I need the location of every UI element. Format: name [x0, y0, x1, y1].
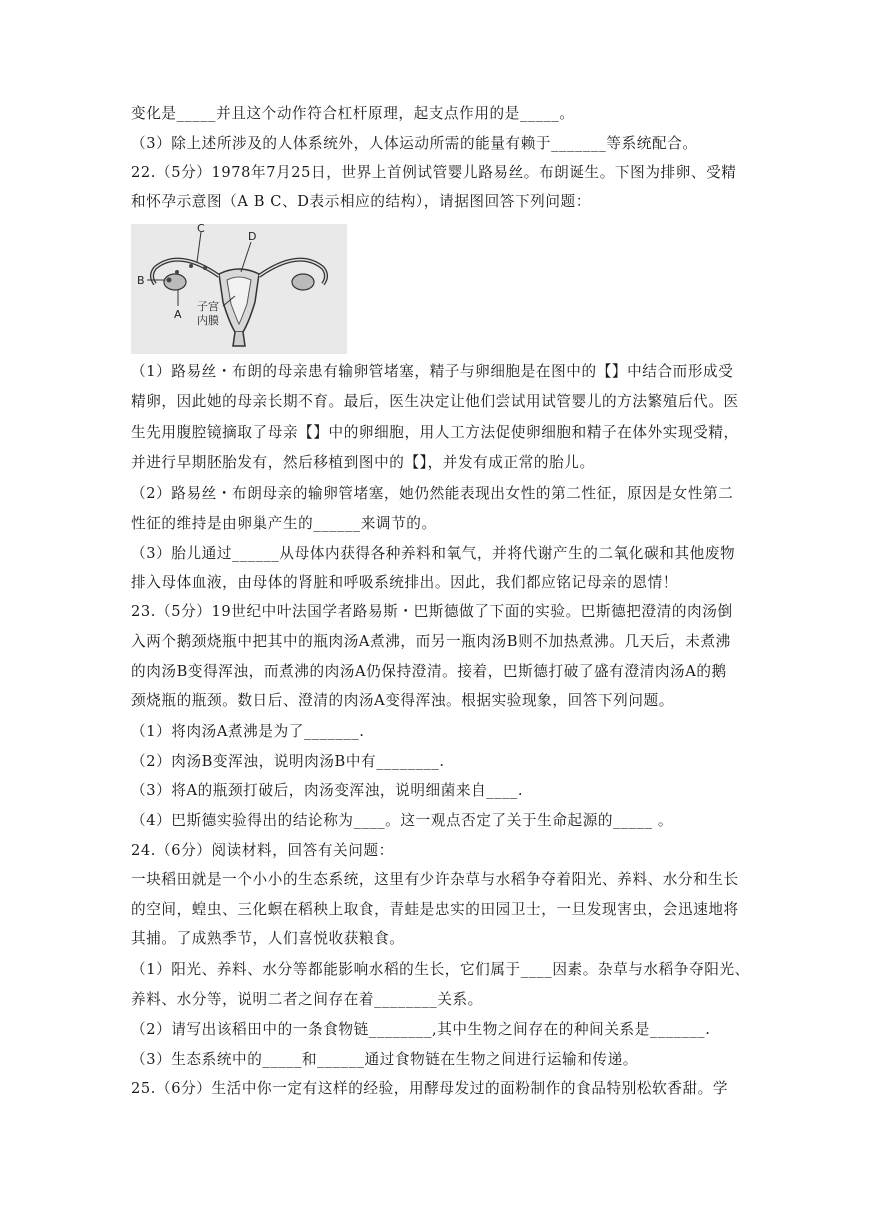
- text-line: （3）胎儿通过______从母体内获得各种养料和氧气，并将代谢产生的二氧化碳和其他废物: [131, 545, 736, 562]
- text-line: 性征的维持是由卵巢产生的______来调节的。: [131, 515, 437, 532]
- female-reproductive-system-diagram: [131, 224, 347, 354]
- text-line: 并进行早期胚胎发有，然后移植到图中的【】，并发有成正常的胎儿。: [131, 454, 595, 471]
- text-line: （2）请写出该稻田中的一条食物链________,其中生物之间存在的种间关系是_______.: [131, 1021, 711, 1038]
- text-line: （1）阳光、养料、水分等都能影响水稻的生长，它们属于____因素。杂草与水稻争夺阳光、: [131, 961, 750, 978]
- text-line: 其捕。了成熟季节，人们喜悦收获粮食。: [131, 930, 405, 947]
- text-line: 排入母体血液，由母体的肾脏和呼吸系统排出。因此，我们都应铭记母亲的恩情！: [131, 574, 678, 591]
- figure-label-endometrium: 子宫: [197, 300, 219, 313]
- text-line: （3）除上述所涉及的人体系统外，人体运动所需的能量有赖于_______等系统配合。: [131, 135, 698, 152]
- text-line: （2）肉汤B变浑浊，说明肉汤B中有________.: [131, 753, 445, 770]
- text-line: 颈烧瓶的瓶颈。数日后、澄清的肉汤A变得浑浊。根据实验现象，回答下列问题。: [131, 692, 674, 709]
- question-22-heading: 22.（5分）1978年7月25日，世界上首例试管婴儿路易丝。布朗诞生。下图为排卵、受精: [131, 164, 737, 181]
- text-line: （3）将A的瓶颈打破后，肉汤变浑浊，说明细菌来自____.: [131, 782, 524, 799]
- text-line: 养料、水分等，说明二者之间存在着________关系。: [131, 991, 483, 1008]
- text-line: （4）巴斯德实验得出的结论称为____。这一观点否定了关于生命起源的_____ 。: [131, 812, 674, 829]
- text-line: 生先用腹腔镜摘取了母亲【】中的卵细胞，用人工方法促使卵细胞和精子在体外实现受精，: [131, 424, 739, 441]
- text-line: （1）路易丝・布朗的母亲患有输卵管堵塞，精子与卵细胞是在图中的【】中结合而形成受: [131, 363, 734, 380]
- text-line: （2）路易丝・布朗母亲的输卵管堵塞，她仍然能表现出女性的第二性征，原因是女性第二: [131, 485, 734, 502]
- question-23-heading: 23.（5分）19世纪中叶法国学者路易斯・巴斯德做了下面的实验。巴斯德把澄清的肉汤倒: [131, 603, 733, 620]
- text-line: 一块稻田就是一个小小的生态系统，这里有少许杂草与水稻争夺着阳光、养料、水分和生长: [131, 871, 739, 888]
- text-line: 入两个鹅颈烧瓶中把其中的瓶肉汤A煮沸，而另一瓶肉汤B则不加热煮沸。几天后，未煮沸: [131, 633, 731, 650]
- text-line: 变化是_____并且这个动作符合杠杆原理，起支点作用的是_____。: [131, 105, 575, 122]
- text-line: 和怀孕示意图（A B C、D表示相应的结构），请据图回答下列问题：: [131, 193, 591, 210]
- question-25-heading: 25.（6分）生活中你一定有这样的经验，用酵母发过的面粉制作的食品特别松软香甜。学: [131, 1080, 729, 1097]
- figure-label-b: B: [137, 274, 145, 287]
- figure-label-endometrium: 内膜: [197, 314, 219, 327]
- question-24-heading: 24.（6分）阅读材料，回答有关问题：: [131, 842, 394, 859]
- text-line: （3）生态系统中的_____和______通过食物链在生物之间进行运输和传递。: [131, 1051, 638, 1068]
- text-line: 的空间，蝗虫、三化螟在稻秧上取食，青蛙是忠实的田园卫士，一旦发现害虫，会迅速地将: [131, 901, 739, 918]
- text-line: 的肉汤B变得浑浊，而煮沸的肉汤A仍保持澄清。接着，巴斯德打破了盛有澄清肉汤A的鹅: [131, 663, 727, 680]
- text-line: 精卵，因此她的母亲长期不育。最后，医生决定让他们尝试用试管婴儿的方法繁殖后代。医: [131, 393, 739, 410]
- figure-label-c: C: [197, 224, 205, 235]
- figure-label-a: A: [174, 308, 182, 321]
- text-line: （1）将肉汤A煮沸是为了_______.: [131, 723, 365, 740]
- figure-label-d: D: [248, 230, 257, 243]
